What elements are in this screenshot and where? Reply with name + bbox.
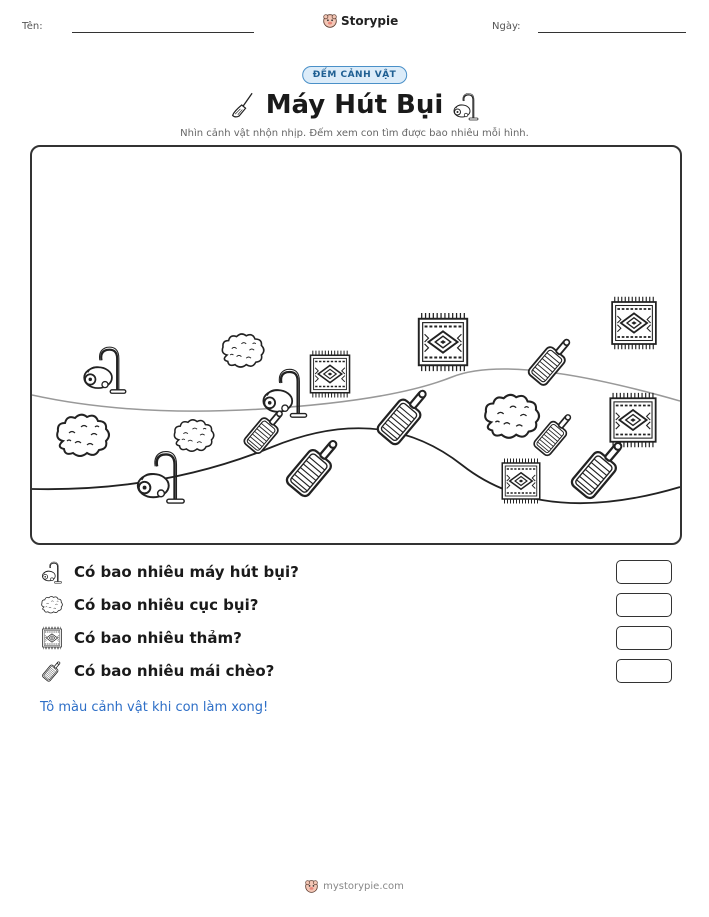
coloring-note: Tô màu cảnh vật khi con làm xong! xyxy=(40,700,269,715)
question-text: Có bao nhiêu cục bụi? xyxy=(74,596,259,614)
page-title: Máy Hút Bụi xyxy=(265,90,444,120)
paddle-2 xyxy=(376,383,435,446)
footer-url: mystorypie.com xyxy=(323,881,404,892)
rug-3 xyxy=(612,297,656,350)
date-label: Ngày: xyxy=(492,21,521,32)
answer-box-dust[interactable] xyxy=(616,593,672,617)
question-text: Có bao nhiêu máy hút bụi? xyxy=(74,563,299,581)
question-text: Có bao nhiêu mái chèo? xyxy=(74,662,275,680)
rug-5 xyxy=(502,459,540,504)
brand-name: Storypie xyxy=(341,14,399,28)
dust-3 xyxy=(174,420,213,451)
vacuum-1 xyxy=(84,347,126,393)
question-row-vacuums xyxy=(40,559,672,585)
page-subtitle: Nhìn cảnh vật nhộn nhịp. Đếm xem con tìm được bao nhiêu mỗi hình. xyxy=(180,128,529,139)
date-field[interactable] xyxy=(538,32,686,33)
vacuum-title-icon xyxy=(451,91,481,121)
storypie-footer-logo-icon xyxy=(305,880,318,893)
name-field[interactable] xyxy=(72,32,254,33)
dust-1 xyxy=(222,334,263,367)
paddle-5 xyxy=(285,433,346,498)
question-row-dust xyxy=(40,592,672,618)
category-badge: ĐẾM CẢNH VẬT xyxy=(302,66,408,84)
answer-box-rugs[interactable] xyxy=(616,626,672,650)
paddle-6 xyxy=(570,435,631,500)
paddle-1 xyxy=(527,333,577,387)
storypie-logo-icon xyxy=(323,14,337,28)
answer-box-paddles[interactable] xyxy=(616,659,672,683)
ground-line-back xyxy=(32,369,680,411)
vacuum-icon xyxy=(40,560,64,584)
dust-4 xyxy=(485,395,539,438)
question-row-rugs xyxy=(40,625,672,651)
vacuum-3 xyxy=(138,452,184,503)
dust-icon xyxy=(40,593,64,617)
brand xyxy=(323,14,398,28)
rug-1 xyxy=(310,351,349,398)
rug-4 xyxy=(610,393,655,447)
paddle-3 xyxy=(243,405,290,455)
paddle-icon xyxy=(40,659,64,683)
rug-icon xyxy=(40,626,64,650)
answer-box-vacuums[interactable] xyxy=(616,560,672,584)
footer xyxy=(0,880,709,893)
vacuum-2 xyxy=(263,369,306,417)
question-text: Có bao nhiêu thảm? xyxy=(74,629,242,647)
counting-scene xyxy=(30,145,682,545)
name-label: Tên: xyxy=(22,21,43,32)
rug-2 xyxy=(419,313,467,371)
question-row-paddles xyxy=(40,658,672,684)
dust-2 xyxy=(57,415,109,456)
